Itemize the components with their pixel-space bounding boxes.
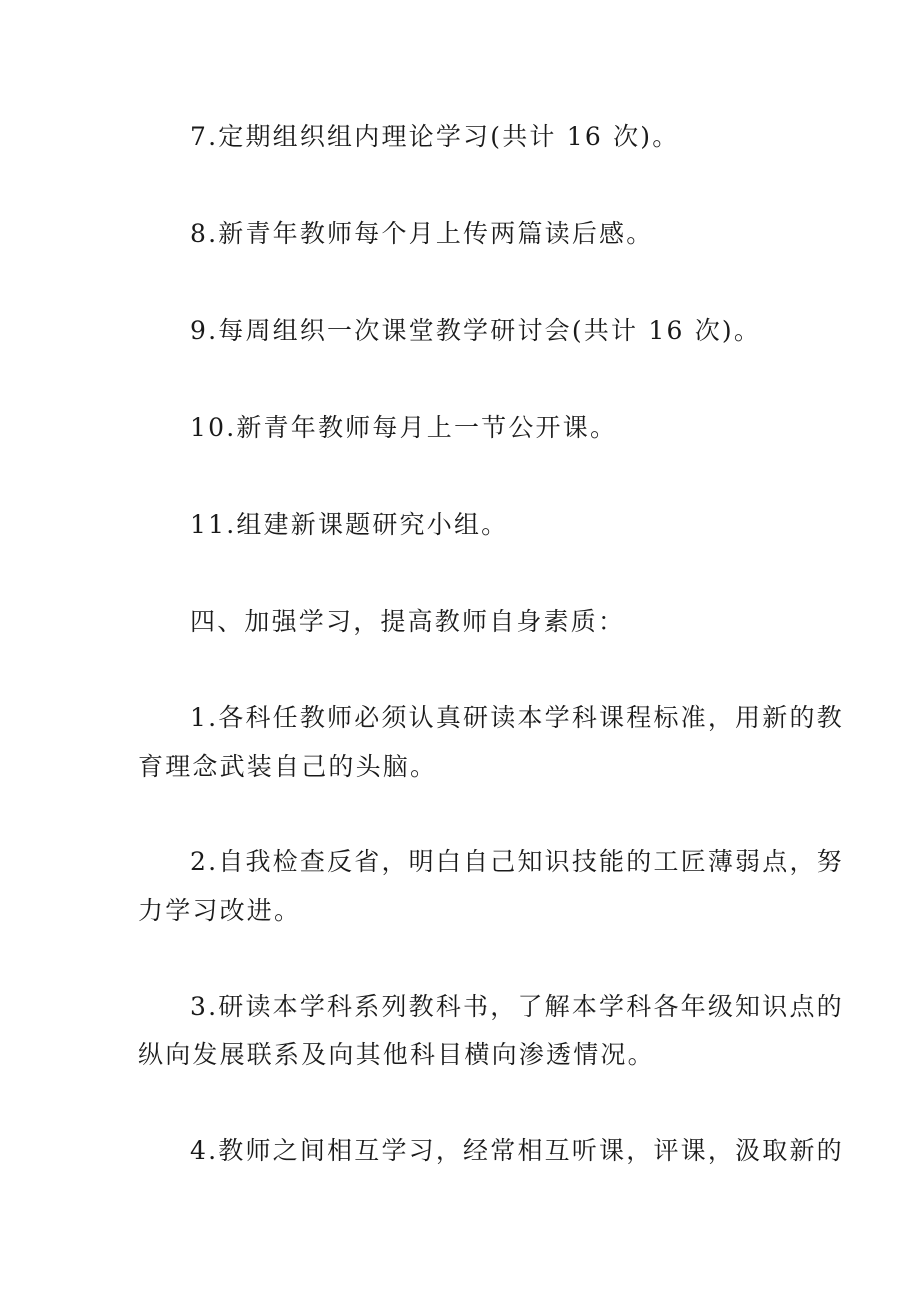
item-4-line-1: 4.教师之间相互学习，经常相互听课，评课，汲取新的: [190, 1136, 844, 1165]
item-9: 9.每周组织一次课堂教学研讨会(共计 16 次)。: [190, 316, 762, 345]
item-2-line-2: 力学习改进。: [138, 896, 302, 925]
item-8: 8.新青年教师每个月上传两篇读后感。: [190, 219, 654, 248]
item-1-line-2: 育理念武装自己的头脑。: [138, 752, 438, 781]
item-2-line-1: 2.自我检查反省，明白自己知识技能的工匠薄弱点，努: [190, 847, 844, 876]
item-1-line-1: 1.各科任教师必须认真研读本学科课程标准，用新的教: [190, 703, 844, 732]
section-heading-4: 四、加强学习，提高教师自身素质：: [190, 607, 626, 636]
item-3-line-1: 3.研读本学科系列教科书，了解本学科各年级知识点的: [190, 992, 844, 1021]
item-7: 7.定期组织组内理论学习(共计 16 次)。: [190, 122, 680, 151]
item-10: 10.新青年教师每月上一节公开课。: [190, 413, 618, 442]
item-11: 11.组建新课题研究小组。: [190, 510, 509, 539]
item-3-line-2: 纵向发展联系及向其他科目横向渗透情况。: [138, 1040, 655, 1069]
